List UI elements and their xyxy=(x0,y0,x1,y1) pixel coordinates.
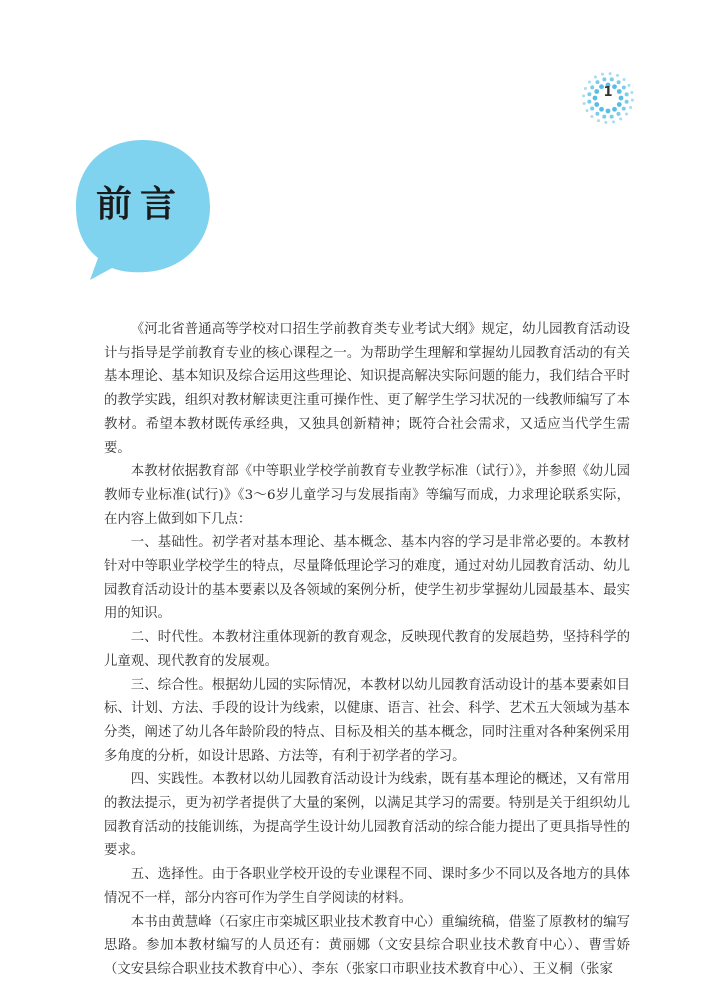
page-title: 前言 xyxy=(96,184,185,225)
decorative-dot xyxy=(590,115,593,118)
decorative-dot xyxy=(586,109,589,112)
paragraph: 二、时代性。本教材注重体现新的教育观念，反映现代教育的发展趋势，坚持科学的儿童观、现代教育的发展观。 xyxy=(104,630,630,669)
title-bubble xyxy=(68,132,218,282)
decorative-dot xyxy=(612,120,615,123)
decorative-dot xyxy=(616,74,619,77)
decorative-dot xyxy=(587,100,591,104)
decorative-dot xyxy=(617,112,621,116)
paragraph: 五、选择性。由于各职业学校开设的专业课程不同、课时多少不同以及各地方的具体情况不一样，部分内容可作为学生自学阅读的材料。 xyxy=(104,867,630,906)
decorative-dot xyxy=(604,121,607,124)
paragraph: 本书由黄慧峰（石家庄市栾城区职业技术教育中心）重编统稿，借鉴了原教材的编写思路。参加本教材编写的人员还有：黄丽娜（文安县综合职业技术教育中心）、曹雪娇（文安县综合职业技术教育中心）、李东（张家口市职业技术教育中心）、王义桐（张家 xyxy=(104,914,630,977)
decorative-dot xyxy=(623,78,626,81)
decorative-dot xyxy=(594,102,599,107)
paragraph: 三、综合性。根据幼儿园的实际情况，本教材以幼儿园教育活动设计的基本要素如目标、计划、方法、手段的设计为线索，以健康、语言、社会、科学、艺术五大领域为基本分类，阐述了幼儿各年龄阶段的特点、目标及相关的基本概念，同时注重对各种案例采用多角度的分析，如设计思路、方法等，有利于初学者的学习。 xyxy=(104,677,630,764)
page-number-badge xyxy=(580,70,636,126)
decorative-dot xyxy=(599,107,604,112)
decorative-dot xyxy=(594,76,597,79)
paragraph: 一、基础性。初学者对基本理论、基本概念、基本内容的学习是非常必要的。本教材针对中等职业学校学生的特点，尽量降低理论学习的难度，通过对幼儿园教育活动、幼儿园教育活动设计的基本要素以及各领域的案例分析，使学生初步掌握幼儿园最基本、最实用的知识。 xyxy=(104,535,630,622)
decorative-dot xyxy=(617,102,622,107)
decorative-dot xyxy=(617,80,621,84)
decorative-dot xyxy=(596,80,600,84)
decorative-dot xyxy=(612,107,617,112)
page-number: 1 xyxy=(603,85,613,100)
decorative-dot xyxy=(622,107,626,111)
paragraph: 本教材依据教育部《中等职业学校学前教育专业教学标准（试行）》，并参照《幼儿园教师专业标准(试行)》《3～6岁儿童学习与发展指南》等编写而成，力求理论联系实际，在内容上做到如下几点： xyxy=(104,464,630,527)
decorative-dot xyxy=(610,77,614,81)
decorative-dot xyxy=(595,112,599,116)
decorative-dot xyxy=(601,73,604,76)
decorative-dot xyxy=(625,113,628,116)
decorative-dot xyxy=(606,109,611,114)
decorative-dot xyxy=(609,72,612,75)
decorative-dot xyxy=(597,119,600,122)
preface-body xyxy=(104,318,630,982)
decorative-dot xyxy=(625,100,629,104)
decorative-dot xyxy=(590,107,594,111)
decorative-dot xyxy=(583,102,586,105)
decorative-dot xyxy=(602,77,606,81)
paragraph: 《河北省普通高等学校对口招生学前教育类专业考试大纲》规定，幼儿园教育活动设计与指导是学前教育专业的核心课程之一。为帮助学生理解和掌握幼儿园教育活动的有关基本理论、基本知识及综合运用这些理论、知识提高解决实际问题的能力，我们结合平时的教学实践，组织对教材解读更注重可操作性、更了解学生学习状况的一线教师编写了本教材。希望本教材既传承经典，又独具创新精神；既符合社会需求，又适应当代学生需要。 xyxy=(104,322,630,456)
decorative-dot xyxy=(619,117,622,120)
decorative-dot xyxy=(629,106,632,109)
paragraph: 四、实践性。本教材以幼儿园教育活动设计为线索，既有基本理论的概述，又有常用的教法提示，更为初学者提供了大量的案例，以满足其学习的需要。特别是关于组织幼儿园教育活动的技能训练，为提高学生设计幼儿园教育活动的综合能力提出了更具指导性的要求。 xyxy=(104,772,630,859)
decorative-dot xyxy=(588,80,591,83)
decorative-dot xyxy=(610,115,614,119)
decorative-dot xyxy=(602,115,606,119)
